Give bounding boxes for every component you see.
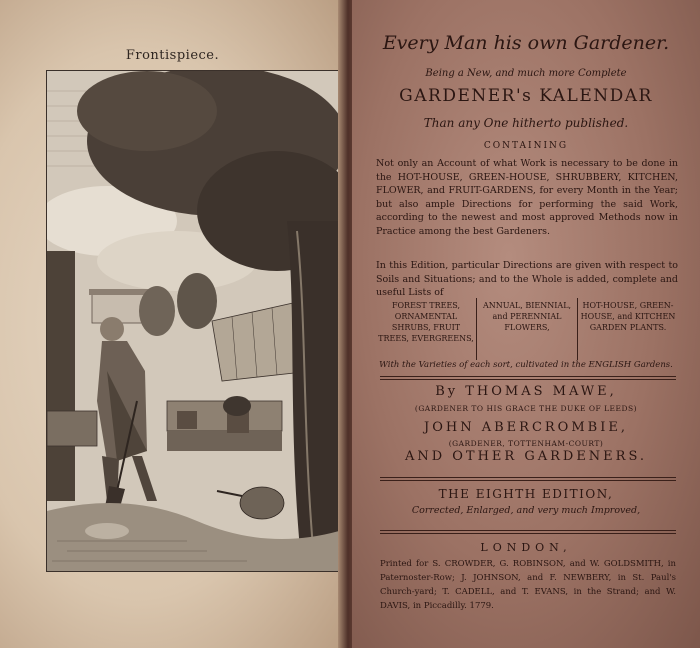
edition-note: Corrected, Enlarged, and very much Improved, (411, 505, 641, 516)
divider (380, 530, 676, 531)
main-title: GARDENER's KALENDAR (399, 86, 653, 106)
divider (380, 477, 676, 478)
frontispiece-engraving (46, 70, 340, 572)
description-paragraph: Not only an Account of what Work is necessary to be done in the HOT-HOUSE, GREEN-HOUSE, SHRUBBERY, KITCHEN, FLOWER, and FRUIT-GARDENS, for every Month in the Year; but also ample Directions for performing the said Work, according to the newest and most approved Methods now in Practice among the best Gardeners. (376, 158, 678, 237)
imprint-text: Printed for S. CROWDER, G. ROBINSON, and W. GOLDSMITH, in Paternoster-Row; J. JOHNSON, and F. NEWBERY, in St. Paul's Church-yard; T. CADELL, and T. EVANS, in the Strand; and W. DAVIS, in Piccadilly. 1779. (380, 559, 676, 611)
divider (380, 480, 676, 481)
list-trees: FOREST TREES, ORNAMENTAL SHRUBS, FRUIT TREES, EVERGREENS, (378, 301, 474, 343)
imprint-place: LONDON, (480, 541, 572, 554)
varieties-line: With the Varieties of each sort, cultivated in the ENGLISH Gardens. (379, 360, 673, 370)
edition-label: THE EIGHTH EDITION, (438, 487, 614, 501)
engraving-illustration (47, 71, 339, 571)
other-gardeners: AND OTHER GARDENERS. (404, 449, 648, 464)
book-title: Every Man his own Gardener. (382, 32, 670, 54)
title-page (352, 0, 700, 648)
author-abercrombie-note: (GARDENER, TOTTENHAM-COURT) (448, 439, 604, 448)
containing-label: CONTAINING (483, 141, 569, 151)
edition-paragraph: In this Edition, particular Directions are given with respect to Soils and Situations; and to the Whole is added, complete and useful Lists of (376, 260, 678, 298)
author-abercrombie: JOHN ABERCROMBIE, (424, 420, 628, 435)
author-mawe: By THOMAS MAWE, (435, 384, 617, 399)
divider (380, 376, 676, 377)
divider (380, 379, 676, 380)
plant-lists (376, 298, 678, 360)
tagline: Than any One hitherto published. (423, 116, 629, 130)
book-subtitle: Being a New, and much more Complete (425, 68, 627, 79)
list-plants: HOT-HOUSE, GREEN-HOUSE, and KITCHEN GARDEN PLANTS. (577, 298, 678, 360)
divider (380, 533, 676, 534)
frontispiece-heading: Frontispiece. (125, 48, 220, 63)
list-flowers: ANNUAL, BIENNIAL, and PERENNIAL FLOWERS, (476, 298, 577, 360)
author-mawe-note: (GARDENER TO HIS GRACE THE DUKE OF LEEDS) (414, 404, 638, 413)
left-page (0, 0, 345, 648)
